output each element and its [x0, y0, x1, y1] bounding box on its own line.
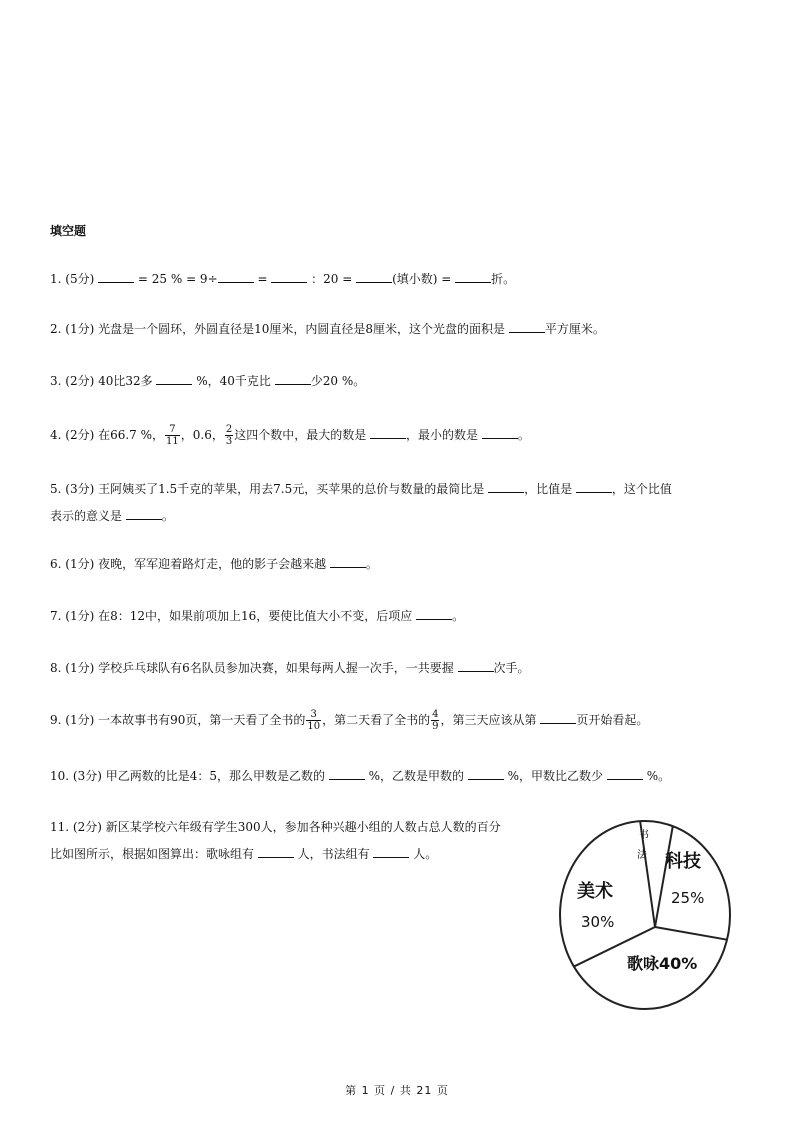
- q1-text: =: [253, 272, 272, 286]
- q2-text: 平方厘米。: [544, 322, 605, 336]
- answer-blank[interactable]: [258, 845, 294, 858]
- q1-text: (填小数) =: [392, 272, 456, 286]
- question-2: [50, 320, 605, 338]
- q10-text: 10. (3分) 甲乙两数的比是4：5，那么甲数是乙数的: [50, 769, 329, 783]
- answer-blank[interactable]: [156, 372, 192, 385]
- question-11-line-2: [50, 845, 437, 863]
- pie-chart: [555, 815, 735, 1015]
- q8-text: 次手。: [493, 661, 530, 675]
- q5-text: 表示的意义是: [50, 509, 126, 523]
- label-geyong: 歌咏40%: [627, 954, 698, 973]
- fraction-denominator: 3: [225, 436, 233, 447]
- label-keji-pct: 25%: [671, 889, 705, 907]
- boundary-shufa-keji: [655, 826, 673, 927]
- answer-blank[interactable]: [356, 270, 392, 283]
- fraction: [165, 424, 180, 447]
- fraction: [225, 424, 233, 447]
- label-fa: 法: [637, 850, 647, 861]
- answer-blank[interactable]: [455, 270, 491, 283]
- page-footer: 第 1 页 / 共 21 页: [345, 1084, 449, 1097]
- q11-text: 比如图所示，根据如图算出：歌咏组有: [50, 847, 258, 861]
- q1-text: = 25 % = 9÷: [134, 272, 218, 286]
- answer-blank[interactable]: [126, 507, 162, 520]
- question-10: [50, 767, 670, 785]
- q1-text: ：20 =: [307, 272, 357, 286]
- q9-text: ，第三天应该从第: [440, 713, 541, 727]
- q1-prefix: 1. (5分): [50, 272, 99, 286]
- answer-blank[interactable]: [218, 270, 254, 283]
- fraction-numerator: 4: [432, 709, 439, 720]
- fraction: [431, 709, 439, 732]
- answer-blank[interactable]: [275, 372, 311, 385]
- question-5-line-2: [50, 507, 174, 525]
- q4-text: ，0.6，: [180, 428, 224, 442]
- q6-text: 。: [365, 557, 378, 571]
- answer-blank[interactable]: [416, 607, 452, 620]
- q6-text: 6. (1分) 夜晚，军军迎着路灯走，他的影子会越来越: [50, 557, 330, 571]
- label-meishu-pct: 30%: [581, 913, 615, 931]
- q4-text: 这四个数中，最大的数是: [234, 428, 371, 442]
- question-1: [50, 270, 515, 288]
- q5-text: 。: [161, 509, 174, 523]
- q1-text: 折。: [491, 272, 516, 286]
- question-4: [50, 420, 530, 450]
- q10-text: %，乙数是甲数的: [364, 769, 468, 783]
- answer-blank[interactable]: [468, 767, 504, 780]
- q7-text: 。: [452, 609, 465, 623]
- answer-blank[interactable]: [482, 426, 518, 439]
- question-7: [50, 607, 464, 625]
- answer-blank[interactable]: [540, 711, 576, 724]
- q5-text: ，比值是: [524, 482, 576, 496]
- fraction-denominator: 11: [166, 436, 179, 447]
- q5-text: ，这个比值: [611, 482, 672, 496]
- label-meishu: 美术: [577, 881, 613, 902]
- question-5: [50, 480, 672, 498]
- q9-text: ，第二天看了全书的: [322, 713, 431, 727]
- question-9: [50, 705, 648, 735]
- answer-blank[interactable]: [370, 426, 406, 439]
- answer-blank[interactable]: [576, 480, 612, 493]
- question-3: [50, 372, 365, 390]
- q10-text: %。: [642, 769, 671, 783]
- answer-blank[interactable]: [509, 320, 545, 333]
- q4-text: ，最小的数是: [406, 428, 482, 442]
- answer-blank[interactable]: [271, 270, 307, 283]
- fraction-numerator: 7: [165, 424, 180, 436]
- boundary-keji-geyong: [655, 927, 727, 940]
- q3-text: 3. (2分) 40比32多: [50, 374, 157, 388]
- q9-text: 9. (1分) 一本故事书有90页，第一天看了全书的: [50, 713, 306, 727]
- q10-text: %，甲数比乙数少: [503, 769, 607, 783]
- answer-blank[interactable]: [330, 555, 366, 568]
- fraction-denominator: 10: [307, 721, 321, 732]
- q2-text: 2. (1分) 光盘是一个圆环，外圆直径是10厘米，内圆直径是8厘米，这个光盘的面积是: [50, 322, 509, 336]
- answer-blank[interactable]: [458, 659, 494, 672]
- q7-text: 7. (1分) 在8：12中，如果前项加上16，要使比值大小不变，后项应: [50, 609, 417, 623]
- fraction-numerator: 3: [306, 709, 321, 721]
- answer-blank[interactable]: [373, 845, 409, 858]
- q4-text: 4. (2分) 在66.7 %，: [50, 428, 165, 442]
- q11-text: 11. (2分) 新区某学校六年级有学生300人，参加各种兴趣小组的人数占总人数的百分: [50, 820, 501, 834]
- fraction: [306, 709, 321, 732]
- q4-text: 。: [517, 428, 530, 442]
- question-6: [50, 555, 378, 573]
- question-11: [50, 818, 501, 836]
- question-8: [50, 659, 530, 677]
- q3-text: %，40千克比: [192, 374, 275, 388]
- answer-blank[interactable]: [488, 480, 524, 493]
- answer-blank[interactable]: [607, 767, 643, 780]
- q11-text: 人，书法组有: [293, 847, 374, 861]
- fraction-numerator: 2: [225, 424, 233, 435]
- section-title: 填空题: [50, 224, 87, 238]
- answer-blank[interactable]: [98, 270, 134, 283]
- q5-text: 5. (3分) 王阿姨买了1.5千克的苹果，用去7.5元，买苹果的总价与数量的最简比是: [50, 482, 489, 496]
- answer-blank[interactable]: [329, 767, 365, 780]
- q9-text: 页开始看起。: [576, 713, 649, 727]
- fraction-denominator: 9: [432, 721, 439, 732]
- label-keji: 科技: [665, 851, 701, 872]
- q3-text: 少20 %。: [310, 374, 366, 388]
- q11-text: 人。: [409, 847, 438, 861]
- label-shu: 书: [639, 830, 649, 841]
- q8-text: 8. (1分) 学校乒乓球队有6名队员参加决赛，如果每两人握一次手，一共要握: [50, 661, 458, 675]
